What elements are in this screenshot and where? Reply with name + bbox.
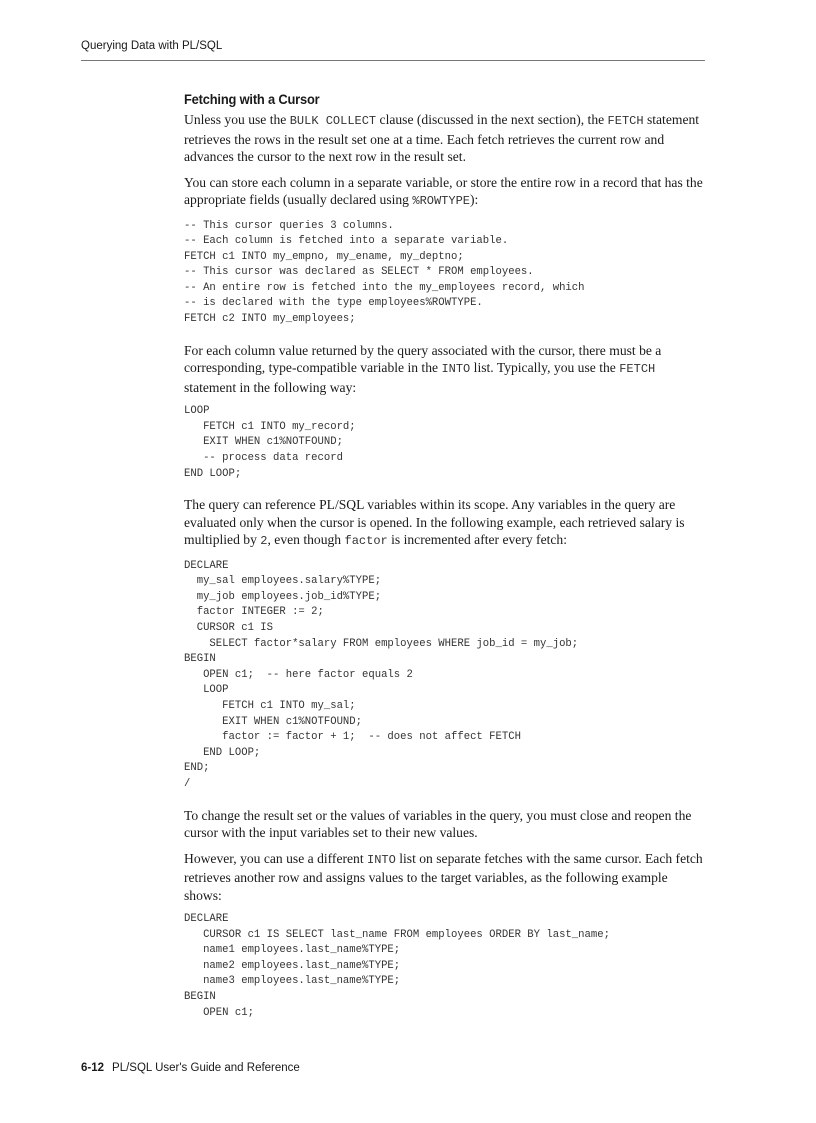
code-example-multiple-into: DECLARE CURSOR c1 IS SELECT last_name FROM employees ORDER BY last_name; name1 employees.last_name%TYPE; name2 employees.last_name%TYPE; name3 employees.last_name%TYPE; BEGIN OPEN c1; (184, 913, 610, 1019)
code-example-factor: DECLARE my_sal employees.salary%TYPE; my_job employees.job_id%TYPE; factor INTEGER := 2; CURSOR c1 IS SELECT factor*salary FROM employees WHERE job_id = my_job; BEGIN OPEN c1; -- here factor equals 2 LOOP FETCH c1 INTO my_sal; EXIT WHEN c1%NOTFOUND; factor := factor + 1; -- does not affect FETCH END LOOP; END; / (184, 559, 579, 790)
inline-code: FETCH (619, 362, 656, 377)
text: list. Typically, you use the (470, 360, 620, 376)
header-divider (81, 60, 705, 61)
page-footer (81, 1062, 300, 1074)
text: list on separate fetches with the same cursor. Each fetch retrieves another row and assigns values to the target variables, as the following example shows: (184, 850, 703, 903)
text: statement in the following way: (184, 379, 357, 395)
inline-code: INTO (441, 362, 471, 377)
text: For each column value returned by the query associated with the cursor, there must be a corresponding, type-compatible variable in the (184, 342, 662, 376)
text: The query can reference PL/SQL variables within its scope. Any variables in the query are evaluated only when the cursor is opened. In the following example, each retrieved salary is multiplied by (184, 497, 685, 548)
inline-code: FETCH (607, 114, 644, 128)
book-title: PL/SQL User's Guide and Reference (112, 1062, 300, 1074)
text: You can store each column in a separate variable, or store the entire row in a record that has the appropriate fields (usually declared using (184, 174, 703, 207)
page-content (184, 91, 704, 1035)
code-example-fetch-columns: -- This cursor queries 3 columns. -- Each column is fetched into a separate variable. FETCH c1 INTO my_empno, my_ename, my_deptno; -- This cursor was declared as SELECT * FROM employees. -- An entire row is fetched into the my_employees record, which -- is declared with the type employees%ROWTYPE. FETCH c2 INTO my_employees; (184, 219, 585, 326)
text: ): (469, 192, 479, 207)
running-header: Querying Data with PL/SQL (81, 40, 223, 52)
text: , even though (267, 532, 345, 548)
inline-code: factor (344, 534, 388, 549)
paragraph-query-variables (184, 496, 704, 551)
paragraph-change-result-set (184, 807, 704, 842)
paragraph-different-into (184, 850, 704, 905)
text: clause (discussed in the next section), the (376, 112, 608, 127)
text: Unless you use the (184, 112, 290, 127)
code-example-fetch-loop: LOOP FETCH c1 INTO my_record; EXIT WHEN c1%NOTFOUND; -- process data record END LOOP; (184, 405, 356, 480)
text: However, you can use a different (184, 850, 368, 866)
paragraph-column-values (184, 342, 704, 397)
text: To change the result set or the values of variables in the query, you must close and reopen the cursor with the input variables set to their new values. (184, 807, 692, 841)
paragraph-store-columns (184, 174, 704, 211)
inline-code: 2 (260, 534, 268, 549)
inline-code: INTO (367, 852, 396, 867)
inline-code: BULK COLLECT (289, 114, 377, 128)
page-number: 6-12 (81, 1062, 105, 1074)
text: statement retrieves the rows in the result set one at a time. Each fetch retrieves the current row and advances the cursor to the next row in the result set. (184, 112, 700, 164)
section-title: Fetching with a Cursor (184, 91, 320, 107)
inline-code: %ROWTYPE (412, 194, 470, 208)
text: is incremented after every fetch: (387, 532, 568, 548)
paragraph-fetch-intro (184, 111, 704, 166)
